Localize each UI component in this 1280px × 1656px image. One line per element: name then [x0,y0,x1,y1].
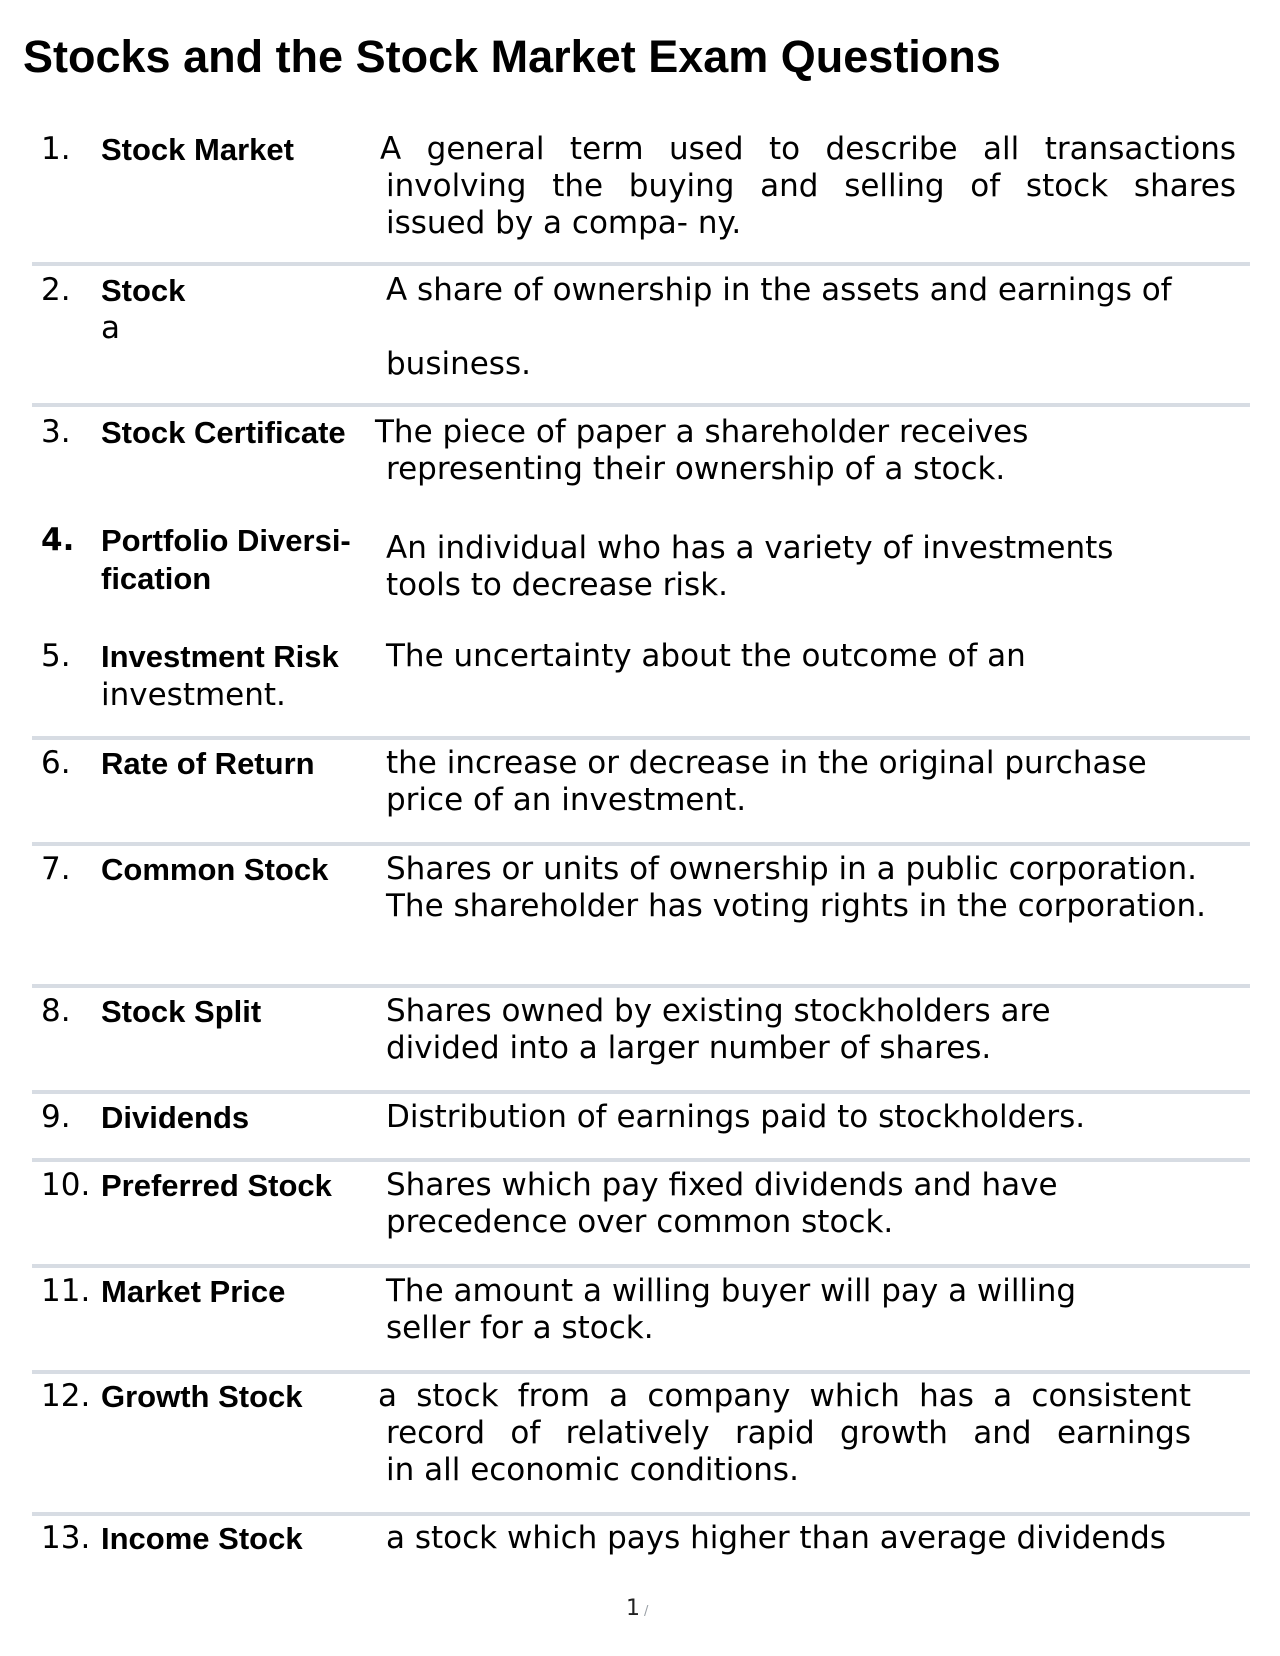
document-title: Stocks and the Stock Market Exam Questions [23,31,1001,82]
entry-definition: a stock which pays higher than average dividends [386,1520,1166,1556]
row-divider [32,984,1250,988]
entry-number: 1. [41,131,71,167]
entry-definition: Shares which pay fixed dividends and have precedence over common stock. [386,1167,1058,1240]
row-divider [32,403,1250,407]
entry-term: Income Stock [101,1521,303,1556]
definition-line: representing their ownership of a stock. [386,451,1006,487]
entry-definition: An individual who has a variety of investments tools to decrease risk. [386,530,1114,603]
entry-number: 8. [41,993,71,1029]
page-number-separator: / [644,1604,649,1619]
entry-number: 3. [41,414,71,450]
entry-definition: Shares owned by existing stockholders are divided into a larger number of shares. [386,993,1051,1066]
entry-term: Stock Split [101,994,262,1029]
entry-number: 6. [41,745,71,781]
entry-number: 7. [41,851,71,887]
entry-number: 5. [41,638,71,674]
entry-definition: Distribution of earnings paid to stockholders. [386,1099,1086,1135]
entry-term-continuation: a [101,310,120,346]
definition-line: issued by a compa- ny. [386,205,742,241]
row-divider [32,842,1250,846]
entry-definition: The uncertainty about the outcome of an [386,638,1026,674]
entry-term: Market Price [101,1274,286,1309]
definition-line: The piece of paper a shareholder receives [375,414,1029,450]
definition-line: business. [386,346,531,382]
row-divider [32,1090,1250,1094]
entry-term: Dividends [101,1100,250,1135]
row-divider [32,1370,1250,1374]
entry-number: 13. [41,1520,91,1556]
row-divider [32,1512,1250,1516]
entry-term: Preferred Stock [101,1168,332,1203]
entry-term: Stock [101,273,186,308]
entry-definition [386,272,1266,383]
entry-definition: The amount a willing buyer will pay a willing seller for a stock. [386,1273,1077,1346]
entry-term: Stock Market [101,132,294,167]
definition-line: involving the buying and selling of stock shares [386,168,1236,204]
entry-term: Growth Stock [101,1379,303,1414]
row-divider [32,1158,1250,1162]
row-divider [32,736,1250,740]
entry-definition: the increase or decrease in the original purchase price of an investment. [386,745,1147,818]
entry-number: 2. [41,272,71,308]
definition-line: A general term used to describe all transactions [380,131,1236,167]
entry-number: 10. [41,1167,91,1203]
entry-term: Investment Risk [101,639,339,674]
entry-definition [378,1378,1191,1489]
entry-number: 4. [41,522,75,558]
entry-term: Common Stock [101,852,329,887]
entry-term: Portfolio Diversi- fication [101,523,351,596]
definition-line: record of relatively rapid growth and earnings [386,1415,1191,1451]
row-divider [32,262,1250,266]
entry-term: Rate of Return [101,746,315,781]
entry-number: 9. [41,1099,71,1135]
entry-definition: Shares or units of ownership in a public corporation. The shareholder has voting rights in the corporation. [386,851,1206,924]
definition-line: a stock from a company which has a consistent [378,1378,1191,1414]
entry-definition [375,414,1225,488]
definition-line: A share of ownership in the assets and earnings of [386,272,1172,308]
row-divider [32,1264,1250,1268]
entry-term: Stock Certificate [101,415,346,450]
page-number [626,1596,648,1621]
page-number-value: 1 [626,1596,640,1621]
definition-line: in all economic conditions. [386,1452,799,1488]
entry-number: 11. [41,1273,91,1309]
entry-definition [380,131,1236,242]
entry-term-continuation: investment. [101,677,286,713]
entry-number: 12. [41,1378,91,1414]
